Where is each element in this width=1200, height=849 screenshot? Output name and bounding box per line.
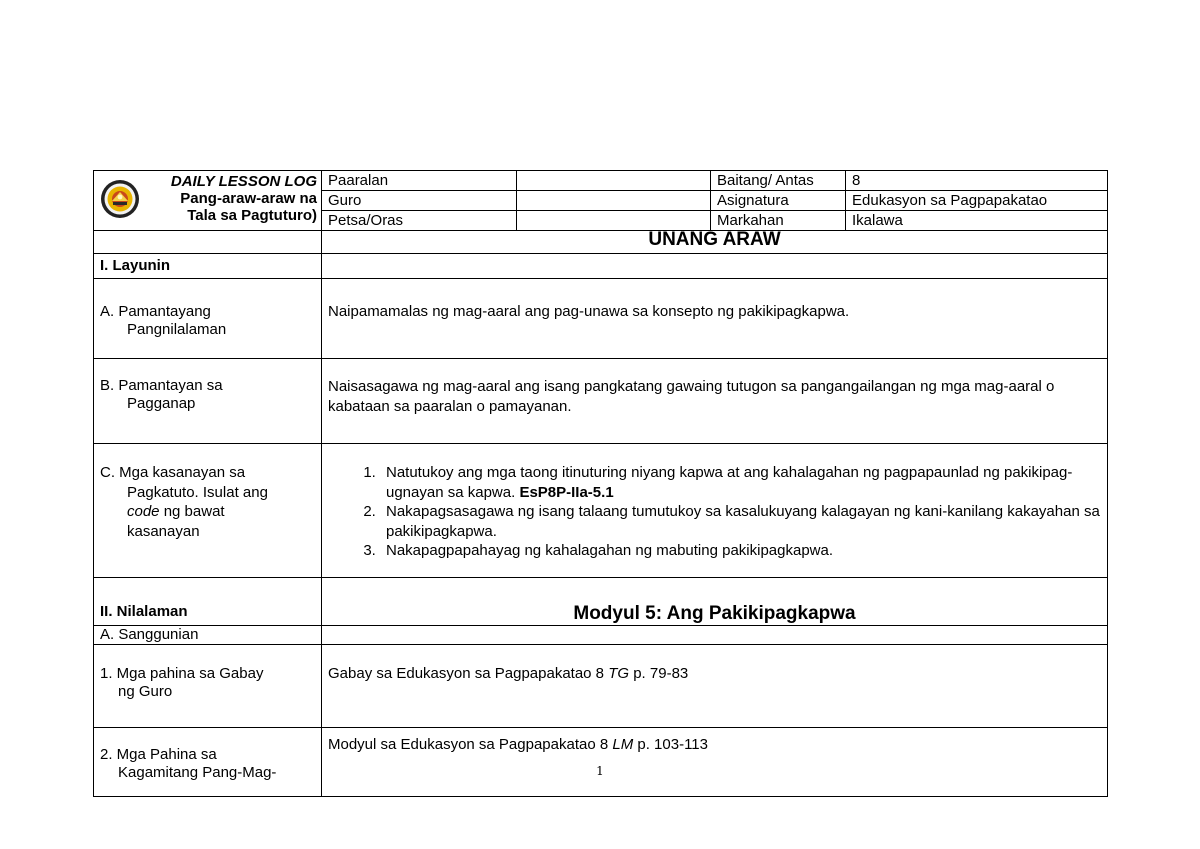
asignatura-value: Edukasyon sa Pagpapakatao (846, 191, 1108, 211)
ref1-label-line-1: 1. Mga pahina sa Gabay (100, 665, 264, 682)
sanggunian-heading: A. Sanggunian (94, 626, 322, 645)
pamantayan-pagganap-row (94, 359, 1108, 444)
objectives-list (328, 463, 1101, 561)
pamantayan-pagganap-content: Naisasagawa ng mag-aaral ang isang pangkatang gawaing tutugon sa pangangailangan ng mga mag-aaral o kabataan sa paaralan o pamayanan. (322, 359, 1108, 444)
ref1-label-line-2: ng Guro (118, 683, 173, 700)
markahan-value: Ikalawa (846, 211, 1108, 231)
competency-code: EsP8P-IIa-5.1 (519, 483, 614, 501)
label-a-line-2: Pangnilalaman (127, 321, 227, 338)
day-heading: UNANG ARAW (322, 231, 1108, 254)
modyul-title: Modyul 5: Ang Pakikipagkapwa (322, 578, 1108, 626)
label-b-line-2: Pagganap (127, 395, 196, 412)
header-row-1 (94, 171, 1108, 191)
kagamitang-content: Modyul sa Edukasyon sa Pagpapakatao 8 LM p. 103-113 (322, 728, 1108, 797)
sanggunian-row (94, 626, 1108, 645)
kagamitang-label (94, 728, 322, 797)
label-c-code-rest: ng bawat (159, 503, 225, 520)
deped-seal-icon (100, 179, 140, 219)
day-heading-blank (94, 231, 322, 254)
paaralan-label: Paaralan (322, 171, 517, 191)
header-logo-cell (94, 171, 322, 231)
objective-item: 3. Nakapagpapahayag ng kahalagahan ng mabuting pakikipagkapwa. (380, 541, 1101, 561)
layunin-row (94, 254, 1108, 279)
sanggunian-content (322, 626, 1108, 645)
layunin-heading: I. Layunin (94, 254, 322, 279)
page-number: 1 (596, 764, 604, 778)
gabay-guro-row (94, 645, 1108, 728)
nilalaman-row (94, 578, 1108, 626)
ref2-label-line-2: Kagamitang Pang-Mag- (118, 764, 277, 781)
daily-lesson-log-table (93, 170, 1108, 797)
guro-label: Guro (322, 191, 517, 211)
nilalaman-heading: II. Nilalaman (94, 578, 322, 626)
kagamitang-row (94, 728, 1108, 797)
kasanayan-label (94, 444, 322, 578)
kasanayan-content (322, 444, 1108, 578)
objective-item: 2. Nakapagsasagawa ng isang talaang tumutukoy sa kasalukuyang kalagayan ng kani-kanilang kakayahan sa pakikipagkapwa. (380, 502, 1101, 541)
label-a-line-1: A. Pamantayang (100, 303, 211, 320)
asignatura-label: Asignatura (711, 191, 846, 211)
objective-item: 1. Natutukoy ang mga taong itinuturing niyang kapwa at ang kahalagahan ng pagpapaunlad ng pakikipag-ugnayan sa kapwa. EsP8P-IIa-5.1 (380, 463, 1101, 502)
day-heading-row (94, 231, 1108, 254)
label-c-line-4: kasanayan (127, 522, 200, 540)
label-c-line-3 (100, 502, 315, 522)
kasanayan-row (94, 444, 1108, 578)
document-subtitle-1: Pang-araw-araw na (180, 190, 317, 207)
pamantayan-pagganap-label (94, 359, 322, 444)
baitang-value: 8 (846, 171, 1108, 191)
gabay-guro-label (94, 645, 322, 728)
markahan-label: Markahan (711, 211, 846, 231)
gabay-guro-content: Gabay sa Edukasyon sa Pagpapakatao 8 TG p. 79-83 (322, 645, 1108, 728)
label-b-line-1: B. Pamantayan sa (100, 377, 223, 394)
paaralan-value (517, 171, 711, 191)
baitang-label: Baitang/ Antas (711, 171, 846, 191)
document-subtitle-2: Tala sa Pagtuturo) (187, 207, 317, 224)
petsa-label: Petsa/Oras (322, 211, 517, 231)
label-c-line-2: Pagkatuto. Isulat ang (127, 483, 268, 501)
petsa-value (517, 211, 711, 231)
layunin-content (322, 254, 1108, 279)
label-c-line-1: C. Mga kasanayan sa (100, 464, 246, 481)
guro-value (517, 191, 711, 211)
label-c-code-word: code (127, 503, 160, 520)
pamantayang-pangnilalaman-row (94, 279, 1108, 359)
pamantayang-pangnilalaman-label (94, 279, 322, 359)
ref2-label-line-1: 2. Mga Pahina sa (100, 746, 217, 763)
pamantayang-pangnilalaman-content: Naipamamalas ng mag-aaral ang pag-unawa sa konsepto ng pakikipagkapwa. (322, 279, 1108, 359)
document-title: DAILY LESSON LOG (170, 173, 317, 190)
